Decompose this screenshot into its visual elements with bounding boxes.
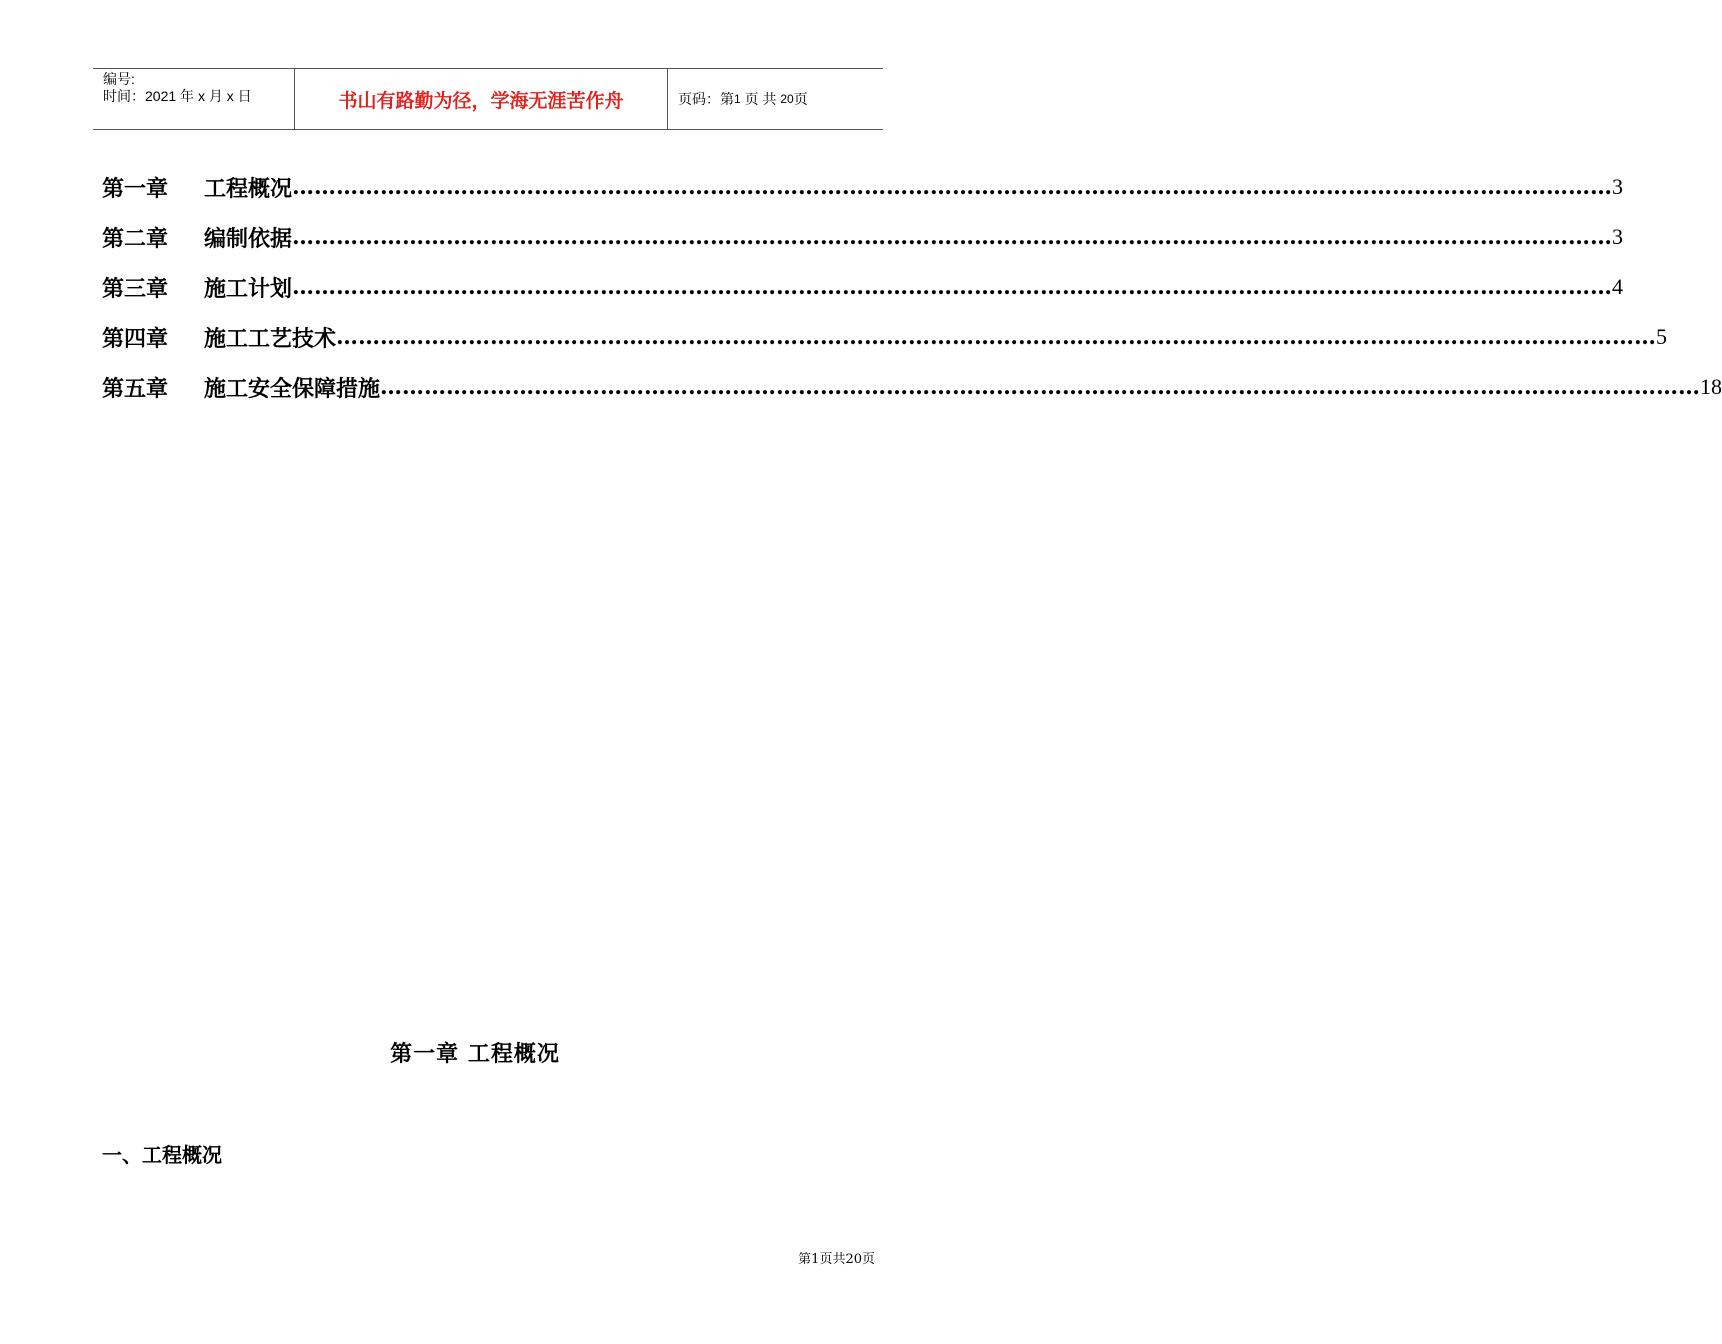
toc-page-number: 4 <box>1612 274 1624 299</box>
page-header <box>93 68 883 130</box>
page-end: 页 <box>793 91 808 107</box>
toc-title: 施工安全保障措施 <box>204 375 381 402</box>
toc-title: 工程概况 <box>204 175 293 202</box>
toc-title: 编制依据 <box>204 225 293 252</box>
toc-page-number: 18 <box>1700 374 1722 399</box>
toc-title: 施工计划 <box>204 275 293 302</box>
toc-dot-leader: ……………………………………………………………………………………………………………………………………………………………… <box>336 324 1657 350</box>
toc-chapter: 第二章 <box>102 225 169 252</box>
time-label: 时间： <box>103 88 145 104</box>
section-heading: 一、工程概况 <box>102 1143 222 1167</box>
toc-chapter: 第一章 <box>102 175 169 202</box>
toc-chapter: 第四章 <box>102 325 169 352</box>
toc-chapter: 第三章 <box>102 275 169 302</box>
toc-entry[interactable] <box>102 312 1668 362</box>
time-month: x <box>197 88 205 104</box>
time-year: 2021 <box>145 88 177 104</box>
toc-dot-leader: ……………………………………………………………………………………………………………………………………………………………… <box>292 224 1613 250</box>
time-day: x <box>226 88 234 104</box>
page-mid: 页 共 <box>744 91 777 107</box>
header-motto: 书山有路勤为径，学海无涯苦作舟 <box>295 69 668 129</box>
toc-entry[interactable] <box>102 212 1624 262</box>
chapter-heading: 第一章 工程概况 <box>390 1041 560 1067</box>
time-day-unit: 日 <box>237 88 252 104</box>
toc-dot-leader: ……………………………………………………………………………………………………………………………………………………………… <box>380 374 1701 400</box>
toc-page-number: 5 <box>1656 324 1668 349</box>
toc-dot-leader: ……………………………………………………………………………………………………………………………………………………………… <box>292 174 1613 200</box>
toc-entry[interactable] <box>102 362 1722 412</box>
header-page-number <box>668 69 883 129</box>
toc-title: 施工工艺技术 <box>204 325 337 352</box>
table-of-contents <box>102 162 1722 412</box>
toc-dot-leader: ……………………………………………………………………………………………………………………………………………………………… <box>292 274 1613 300</box>
page-current: 1 <box>734 92 741 106</box>
toc-page-number: 3 <box>1612 224 1624 249</box>
header-meta-cell <box>93 69 295 129</box>
page-label: 页码：第 <box>678 91 734 107</box>
time-line <box>103 88 294 105</box>
page-total: 20 <box>780 92 794 106</box>
toc-chapter: 第五章 <box>102 375 169 402</box>
toc-page-number: 3 <box>1612 174 1624 199</box>
time-year-unit: 年 <box>180 88 195 104</box>
page-footer: 第1页共20页 <box>798 1252 875 1267</box>
time-month-unit: 月 <box>208 88 223 104</box>
toc-entry[interactable] <box>102 262 1624 312</box>
toc-entry[interactable] <box>102 162 1624 212</box>
code-label: 编号: <box>103 71 135 87</box>
